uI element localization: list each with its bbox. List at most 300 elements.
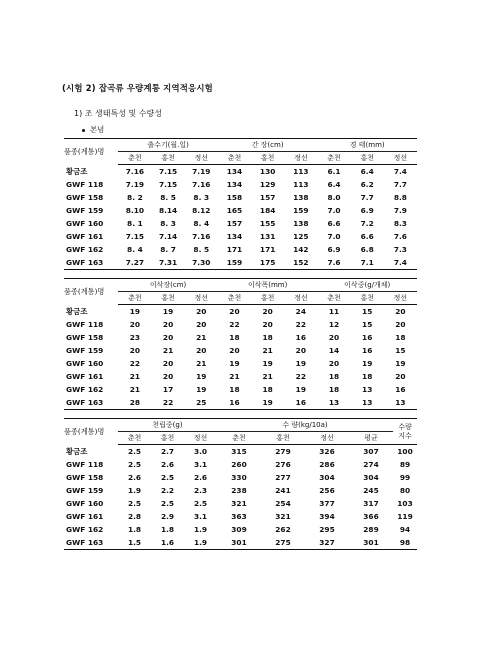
note-label — [82, 124, 104, 135]
cell-value: 18 — [328, 371, 340, 381]
cell-value: 22 — [295, 371, 306, 381]
cell-value: 14 — [328, 345, 340, 355]
table-row — [64, 396, 417, 410]
group-header: 천립중(g) — [118, 419, 217, 432]
cell-value: 2.8 — [127, 511, 142, 521]
cell-value: 8.0 — [327, 192, 341, 202]
cell-value: 1.9 — [184, 536, 217, 550]
group-header: 이삭장(cm) — [118, 279, 218, 292]
table-row — [64, 165, 417, 179]
cell-value: 260 — [231, 459, 247, 469]
cell-value: 1.5 — [118, 536, 151, 550]
cell-value: 134 — [226, 231, 243, 241]
variety-name: GWF 158 — [66, 472, 104, 482]
cell-value: 158 — [226, 192, 243, 202]
cell-value: 2.5 — [127, 446, 142, 456]
cell-value: 155 — [259, 218, 276, 228]
cell-value: 2.6 — [193, 472, 208, 482]
variety-name: GWF 160 — [66, 358, 104, 368]
cell-value: 17 — [162, 384, 174, 394]
variety-name: GWF 158 — [66, 192, 104, 202]
col-header: 정선 — [284, 152, 317, 165]
cell-value: 175 — [251, 256, 284, 270]
table-row — [64, 318, 417, 331]
cell-value: 307 — [363, 446, 379, 456]
cell-value: 2.5 — [160, 498, 175, 508]
cell-value: 274 — [363, 459, 379, 469]
col-header: 정선 — [184, 432, 217, 445]
cell-value: 18 — [229, 332, 240, 342]
row-header: 품종(계통)명 — [64, 139, 118, 165]
cell-value: 152 — [284, 256, 317, 270]
cell-value: 19 — [196, 384, 207, 394]
variety-name: GWF 160 — [66, 218, 104, 228]
cell-value: 8.14 — [158, 205, 178, 215]
cell-value: 165 — [226, 205, 243, 215]
cell-value: 94 — [399, 524, 411, 534]
cell-value: 8.12 — [192, 205, 211, 215]
variety-name: GWF 118 — [66, 459, 104, 469]
variety-name: GWF 159 — [66, 205, 104, 215]
variety-name: 황금조 — [66, 166, 88, 176]
variety-name: GWF 162 — [66, 524, 104, 534]
cell-value: 254 — [275, 498, 291, 508]
col-header: 홍천 — [351, 292, 384, 305]
cell-value: 21 — [196, 358, 207, 368]
cell-value: 262 — [275, 524, 291, 534]
cell-value: 103 — [397, 498, 413, 508]
cell-value: 20 — [162, 358, 174, 368]
cell-value: 119 — [397, 511, 413, 521]
cell-value: 6.4 — [360, 166, 374, 176]
cell-value: 1.8 — [160, 524, 175, 534]
cell-value: 21 — [196, 332, 207, 342]
cell-value: 2.5 — [127, 498, 142, 508]
cell-value: 18 — [262, 384, 273, 394]
group-header: 경 태(mm) — [317, 139, 417, 152]
cell-value: 130 — [259, 166, 276, 176]
cell-value: 6.6 — [327, 218, 341, 228]
cell-value: 22 — [151, 396, 184, 410]
cell-value: 7.0 — [327, 231, 341, 241]
group-header: 수 량(kg/10a) — [217, 419, 393, 432]
cell-value: 21 — [262, 371, 273, 381]
table-row — [64, 256, 417, 270]
cell-value: 7.15 — [158, 166, 178, 176]
cell-value: 20 — [129, 319, 141, 329]
col-header: 춘천 — [118, 432, 151, 445]
table-row — [64, 536, 417, 550]
cell-value: 8.3 — [393, 218, 407, 228]
cell-value: 317 — [363, 498, 379, 508]
note-text: 본념 — [90, 125, 105, 134]
cell-value: 171 — [259, 244, 276, 254]
cell-value: 8. 5 — [160, 192, 176, 202]
variety-name: GWF 159 — [66, 485, 104, 495]
table-row — [64, 357, 417, 370]
col-header: 정선 — [284, 292, 317, 305]
cell-value: 8. 1 — [127, 218, 143, 228]
cell-value: 19 — [229, 358, 240, 368]
col-header: 홍천 — [261, 432, 305, 445]
cell-value: 21 — [129, 384, 141, 394]
cell-value: 20 — [196, 319, 207, 329]
cell-value: 21 — [262, 345, 273, 355]
cell-value: 24 — [295, 306, 306, 316]
cell-value: 20 — [328, 332, 340, 342]
cell-value: 2.5 — [193, 498, 208, 508]
cell-value: 6.8 — [360, 244, 374, 254]
variety-name: GWF 163 — [64, 536, 118, 550]
table-row — [64, 305, 417, 319]
cell-value: 20 — [129, 345, 141, 355]
cell-value: 19 — [196, 371, 207, 381]
cell-value: 6.4 — [327, 179, 341, 189]
cell-value: 7.27 — [118, 256, 151, 270]
cell-value: 366 — [363, 511, 379, 521]
cell-value: 8. 3 — [193, 192, 210, 202]
col-header: 춘천 — [218, 292, 251, 305]
cell-value: 2.5 — [127, 459, 142, 469]
cell-value: 6.9 — [360, 205, 374, 215]
cell-value: 22 — [129, 358, 141, 368]
cell-value: 13 — [384, 396, 417, 410]
cell-value: 19 — [262, 358, 273, 368]
variety-name: GWF 162 — [66, 244, 104, 254]
cell-value: 20 — [262, 319, 273, 329]
cell-value: 7.15 — [125, 231, 145, 241]
cell-value: 7.4 — [384, 256, 417, 270]
cell-value: 159 — [293, 205, 309, 215]
col-header: 홍천 — [151, 152, 184, 165]
cell-value: 20 — [395, 306, 406, 316]
col-header: 춘천 — [118, 152, 151, 165]
cell-value: 7.4 — [393, 166, 407, 176]
cell-value: 20 — [395, 319, 406, 329]
cell-value: 7.19 — [192, 166, 211, 176]
cell-value: 327 — [305, 536, 349, 550]
cell-value: 3.0 — [193, 446, 208, 456]
cell-value: 277 — [275, 472, 291, 482]
col-header: 춘천 — [218, 152, 251, 165]
cell-value: 157 — [259, 192, 276, 202]
cell-value: 7.6 — [317, 256, 350, 270]
cell-value: 11 — [328, 306, 340, 316]
cell-value: 7.7 — [360, 192, 374, 202]
cell-value: 171 — [226, 244, 243, 254]
table-row — [64, 217, 417, 230]
cell-value: 7.9 — [393, 205, 407, 215]
cell-value: 7.2 — [360, 218, 374, 228]
cell-value: 13 — [362, 384, 373, 394]
cell-value: 20 — [229, 345, 240, 355]
cell-value: 15 — [395, 345, 406, 355]
cell-value: 20 — [328, 358, 340, 368]
cell-value: 8. 4 — [193, 218, 210, 228]
cell-value: 3.1 — [193, 459, 208, 469]
cell-value: 20 — [262, 306, 273, 316]
cell-value: 7.14 — [158, 231, 178, 241]
cell-value: 7.19 — [125, 179, 145, 189]
cell-value: 20 — [162, 371, 174, 381]
cell-value: 113 — [293, 179, 309, 189]
cell-value: 19 — [362, 358, 373, 368]
table-row — [64, 484, 417, 497]
subsection-title: 1) 조 생태특성 및 수량성 — [74, 109, 162, 118]
cell-value: 2.5 — [160, 472, 175, 482]
cell-value: 20 — [162, 332, 174, 342]
cell-value: 100 — [397, 446, 413, 456]
table-row — [64, 497, 417, 510]
col-header: 정선 — [305, 432, 349, 445]
cell-value: 134 — [226, 179, 243, 189]
table-row — [64, 370, 417, 383]
cell-value: 20 — [229, 306, 240, 316]
variety-name: GWF 161 — [66, 511, 104, 521]
cell-value: 157 — [226, 218, 243, 228]
row-header: 품종(계통)명 — [64, 419, 118, 445]
table-row — [64, 458, 417, 471]
cell-value: 16 — [284, 396, 317, 410]
cell-value: 241 — [275, 485, 291, 495]
col-header: 홍천 — [351, 152, 384, 165]
cell-value: 142 — [293, 244, 309, 254]
cell-value: 22 — [295, 319, 306, 329]
bullet-icon — [82, 129, 85, 132]
cell-value: 315 — [231, 446, 247, 456]
cell-value: 2.3 — [193, 485, 208, 495]
cell-value: 15 — [362, 306, 373, 316]
cell-value: 377 — [319, 498, 335, 508]
row-header: 품종(계통)명 — [64, 279, 118, 305]
col-header: 정선 — [185, 152, 218, 165]
cell-value: 363 — [231, 511, 247, 521]
cell-value: 8.8 — [393, 192, 407, 202]
cell-value: 3.1 — [193, 511, 208, 521]
cell-value: 1.9 — [193, 524, 208, 534]
cell-value: 7.7 — [393, 179, 407, 189]
col-header: 춘천 — [317, 292, 350, 305]
cell-value: 7.30 — [185, 256, 218, 270]
cell-value: 8. 7 — [160, 244, 176, 254]
col-header: 정선 — [384, 152, 417, 165]
col-header: 춘천 — [217, 432, 261, 445]
cell-value: 19 — [295, 384, 306, 394]
cell-value: 256 — [319, 485, 335, 495]
cell-value: 7.6 — [393, 231, 407, 241]
cell-value: 16 — [362, 345, 373, 355]
cell-value: 18 — [328, 384, 340, 394]
cell-value: 28 — [118, 396, 151, 410]
cell-value: 7.1 — [351, 256, 384, 270]
yield-table — [64, 418, 417, 550]
cell-value: 2.2 — [160, 485, 175, 495]
cell-value: 7.16 — [192, 179, 211, 189]
group-header: 출수기(월.일) — [118, 139, 218, 152]
cell-value: 23 — [129, 332, 141, 342]
panicle-traits-table — [64, 278, 417, 410]
cell-value: 20 — [196, 345, 207, 355]
col-header: 정선 — [185, 292, 218, 305]
table-row — [64, 510, 417, 523]
cell-value: 330 — [231, 472, 247, 482]
cell-value: 8. 3 — [160, 218, 176, 228]
cell-value: 286 — [319, 459, 335, 469]
cell-value: 16 — [295, 332, 306, 342]
col-header: 홍천 — [251, 152, 284, 165]
group-header: 이삭중(g/개체) — [317, 279, 417, 292]
cell-value: 304 — [319, 472, 335, 482]
cell-value: 7.15 — [158, 179, 178, 189]
cell-value: 19 — [129, 306, 141, 316]
cell-value: 16 — [362, 332, 373, 342]
cell-value: 19 — [251, 396, 284, 410]
cell-value: 7.31 — [151, 256, 184, 270]
cell-value: 80 — [399, 485, 411, 495]
variety-name: GWF 159 — [66, 345, 104, 355]
cell-value: 2.7 — [160, 446, 175, 456]
col-header: 홍천 — [151, 432, 184, 445]
cell-value: 8. 4 — [127, 244, 143, 254]
cell-value: 25 — [185, 396, 218, 410]
cell-value: 125 — [293, 231, 309, 241]
cell-value: 20 — [295, 345, 306, 355]
cell-value: 113 — [293, 166, 309, 176]
cell-value: 7.3 — [393, 244, 407, 254]
cell-value: 159 — [218, 256, 251, 270]
cell-value: 8.10 — [125, 205, 145, 215]
col-header: 정선 — [384, 292, 417, 305]
cell-value: 184 — [259, 205, 276, 215]
cell-value: 19 — [295, 358, 306, 368]
cell-value: 134 — [226, 166, 243, 176]
variety-name: GWF 158 — [66, 332, 104, 342]
cell-value: 309 — [231, 524, 247, 534]
cell-value: 7.16 — [125, 166, 145, 176]
section-title: (시험 2) 잡곡류 우량계통 지역적응시험 — [62, 83, 213, 93]
table-row — [64, 230, 417, 243]
cell-value: 2.6 — [160, 459, 175, 469]
table-row — [64, 445, 417, 459]
cell-value: 129 — [259, 179, 276, 189]
table-row — [64, 523, 417, 536]
cell-value: 7.0 — [327, 205, 341, 215]
cell-value: 295 — [319, 524, 335, 534]
col-header: 홍천 — [151, 292, 184, 305]
cell-value: 6.6 — [360, 231, 374, 241]
cell-value: 20 — [196, 306, 207, 316]
col-header: 홍천 — [251, 292, 284, 305]
cell-value: 321 — [231, 498, 247, 508]
variety-name: GWF 160 — [66, 498, 104, 508]
variety-name: GWF 118 — [66, 179, 104, 189]
cell-value: 16 — [218, 396, 251, 410]
variety-name: GWF 162 — [66, 384, 104, 394]
cell-value: 19 — [162, 306, 174, 316]
table-row — [64, 178, 417, 191]
cell-value: 89 — [399, 459, 411, 469]
cell-value: 1.9 — [127, 485, 142, 495]
cell-value: 18 — [229, 384, 240, 394]
cell-value: 279 — [275, 446, 291, 456]
cell-value: 18 — [395, 332, 406, 342]
cell-value: 238 — [231, 485, 247, 495]
cell-value: 276 — [275, 459, 291, 469]
col-header: 평균 — [349, 432, 393, 445]
col-header: 춘천 — [118, 292, 151, 305]
cell-value: 20 — [162, 319, 174, 329]
cell-value: 7.16 — [192, 231, 211, 241]
variety-name: GWF 118 — [66, 319, 104, 329]
cell-value: 8. 2 — [127, 192, 143, 202]
group-header: 간 장(cm) — [218, 139, 318, 152]
cell-value: 1.8 — [127, 524, 142, 534]
cell-value: 13 — [351, 396, 384, 410]
table-row — [64, 383, 417, 396]
cell-value: 99 — [399, 472, 411, 482]
cell-value: 2.9 — [160, 511, 175, 521]
cell-value: 394 — [319, 511, 335, 521]
variety-name: GWF 163 — [64, 396, 118, 410]
cell-value: 131 — [259, 231, 276, 241]
cell-value: 289 — [363, 524, 379, 534]
table-row — [64, 344, 417, 357]
table-row — [64, 331, 417, 344]
cell-value: 326 — [319, 446, 335, 456]
cell-value: 138 — [293, 218, 309, 228]
cell-value: 16 — [395, 384, 406, 394]
cell-value: 21 — [129, 371, 141, 381]
group-header: 이삭폭(mm) — [218, 279, 318, 292]
cell-value: 1.6 — [151, 536, 184, 550]
cell-value: 301 — [217, 536, 261, 550]
table-row — [64, 204, 417, 217]
cell-value: 12 — [328, 319, 340, 329]
cell-value: 20 — [395, 371, 406, 381]
cell-value: 21 — [229, 371, 240, 381]
cell-value: 13 — [317, 396, 350, 410]
variety-name: 황금조 — [66, 306, 88, 316]
cell-value: 18 — [362, 371, 373, 381]
yield-index-header: 수량 지수 — [393, 419, 417, 445]
col-header: 춘천 — [317, 152, 350, 165]
cell-value: 304 — [363, 472, 379, 482]
cell-value: 6.1 — [327, 166, 341, 176]
cell-value: 6.9 — [327, 244, 341, 254]
cell-value: 245 — [363, 485, 379, 495]
table-row — [64, 243, 417, 256]
cell-value: 98 — [393, 536, 417, 550]
heading-traits-table — [64, 138, 417, 270]
cell-value: 18 — [262, 332, 273, 342]
cell-value: 15 — [362, 319, 373, 329]
cell-value: 138 — [293, 192, 309, 202]
variety-name: GWF 163 — [64, 256, 118, 270]
cell-value: 321 — [275, 511, 291, 521]
variety-name: GWF 161 — [66, 231, 104, 241]
cell-value: 19 — [395, 358, 406, 368]
cell-value: 22 — [229, 319, 240, 329]
cell-value: 8. 5 — [193, 244, 210, 254]
variety-name: 황금조 — [66, 446, 88, 456]
table-row — [64, 471, 417, 484]
table-row — [64, 191, 417, 204]
cell-value: 21 — [162, 345, 174, 355]
cell-value: 2.6 — [127, 472, 142, 482]
cell-value: 301 — [349, 536, 393, 550]
variety-name: GWF 161 — [66, 371, 104, 381]
cell-value: 6.2 — [360, 179, 374, 189]
